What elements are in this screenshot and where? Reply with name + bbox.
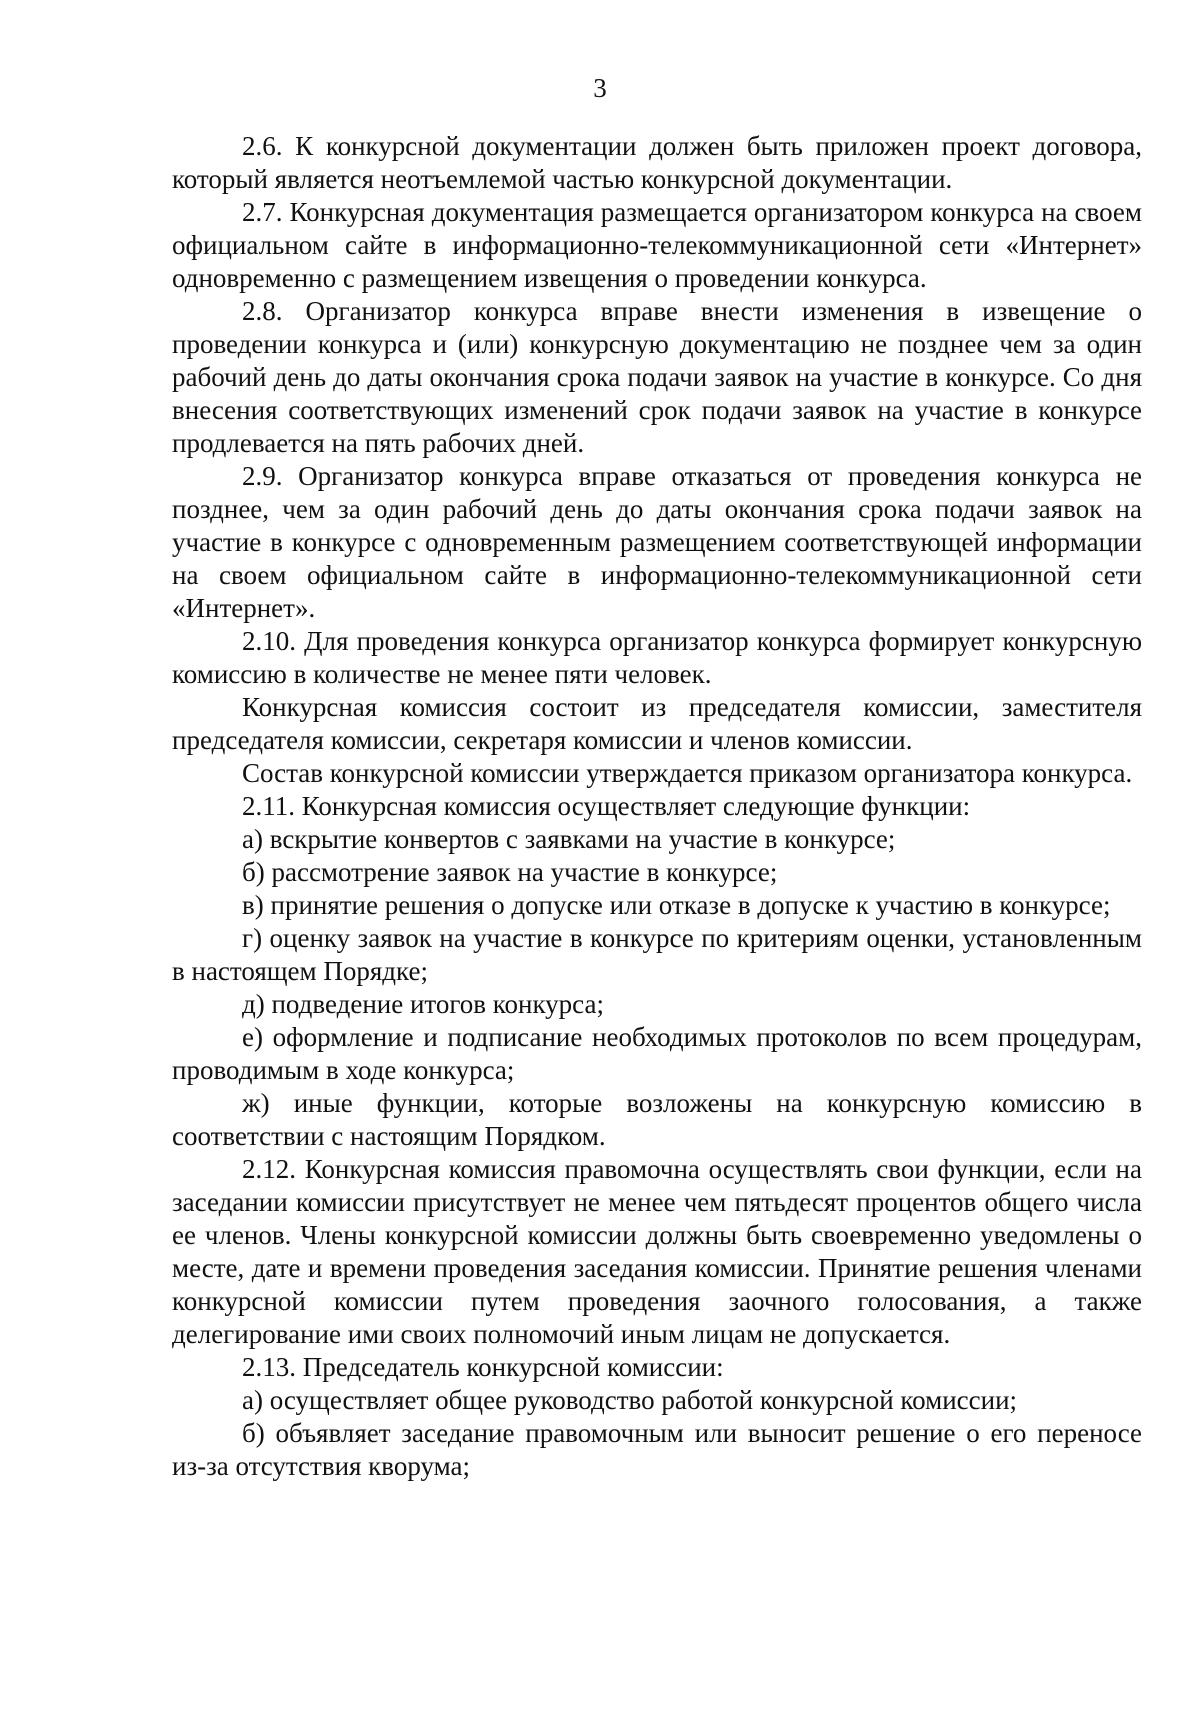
document-body bbox=[172, 130, 1142, 1483]
list-item-d: д) подведение итогов конкурса; bbox=[242, 989, 604, 1019]
paragraph-2-7: 2.7. Конкурсная документация размещается организатором конкурса на своем официальном сайте в информационно-телекоммуникационной сети «Интернет» одновременно с размещением извещения о проведении конкурса. bbox=[172, 197, 1142, 293]
paragraph-commission-approval: Состав конкурсной комиссии утверждается приказом организатора конкурса. bbox=[242, 758, 1133, 788]
paragraph-commission-composition: Конкурсная комиссия состоит из председателя комиссии, заместителя председателя комиссии, секретаря комиссии и членов комиссии. bbox=[172, 692, 1142, 755]
paragraph-2-11: 2.11. Конкурсная комиссия осуществляет следующие функции: bbox=[242, 791, 971, 821]
list-item-a-chair: а) осуществляет общее руководство работой конкурсной комиссии; bbox=[242, 1385, 1018, 1415]
list-item-b: б) рассмотрение заявок на участие в конкурсе; bbox=[242, 857, 778, 887]
paragraph-2-8: 2.8. Организатор конкурса вправе внести изменения в извещение о проведении конкурса и (или) конкурсную документацию не позднее чем за один рабочий день до даты окончания срока подачи заявок на участие в конкурсе. Со дня внесения соответствующих изменений срок подачи заявок на участие в конкурсе продлевается на пять рабочих дней. bbox=[172, 296, 1142, 458]
paragraph-2-12: 2.12. Конкурсная комиссия правомочна осуществлять свои функции, если на заседании комиссии присутствует не менее чем пятьдесят процентов общего числа ее членов. Члены конкурсной комиссии должны быть своевременно уведомлены о месте, дате и времени проведения заседания комиссии. Принятие решения членами конкурсной комиссии путем проведения заочного голосования, а также делегирование ими своих полномочий иным лицам не допускается. bbox=[172, 1154, 1142, 1349]
list-item-g: г) оценку заявок на участие в конкурсе по критериям оценки, установленным в настоящем Порядке; bbox=[172, 923, 1142, 986]
list-item-a: а) вскрытие конвертов с заявками на участие в конкурсе; bbox=[242, 824, 896, 854]
paragraph-2-9: 2.9. Организатор конкурса вправе отказаться от проведения конкурса не позднее, чем за один рабочий день до даты окончания срока подачи заявок на участие в конкурсе с одновременным размещением соответствующей информации на своем официальном сайте в информационно-телекоммуникационной сети «Интернет». bbox=[172, 461, 1142, 623]
page-number: 3 bbox=[593, 73, 607, 103]
list-item-v: в) принятие решения о допуске или отказе в допуске к участию в конкурсе; bbox=[242, 890, 1111, 920]
paragraph-2-13: 2.13. Председатель конкурсной комиссии: bbox=[242, 1352, 724, 1382]
list-item-e: е) оформление и подписание необходимых протоколов по всем процедурам, проводимым в ходе конкурса; bbox=[172, 1022, 1142, 1085]
list-item-b-chair: б) объявляет заседание правомочным или выносит решение о его переносе из-за отсутствия кворума; bbox=[172, 1418, 1142, 1481]
paragraph-2-10: 2.10. Для проведения конкурса организатор конкурса формирует конкурсную комиссию в количестве не менее пяти человек. bbox=[172, 626, 1142, 689]
list-item-zh: ж) иные функции, которые возложены на конкурсную комиссию в соответствии с настоящим Порядком. bbox=[172, 1088, 1142, 1151]
paragraph-2-6: 2.6. К конкурсной документации должен быть приложен проект договора, который является неотъемлемой частью конкурсной документации. bbox=[172, 131, 1142, 194]
